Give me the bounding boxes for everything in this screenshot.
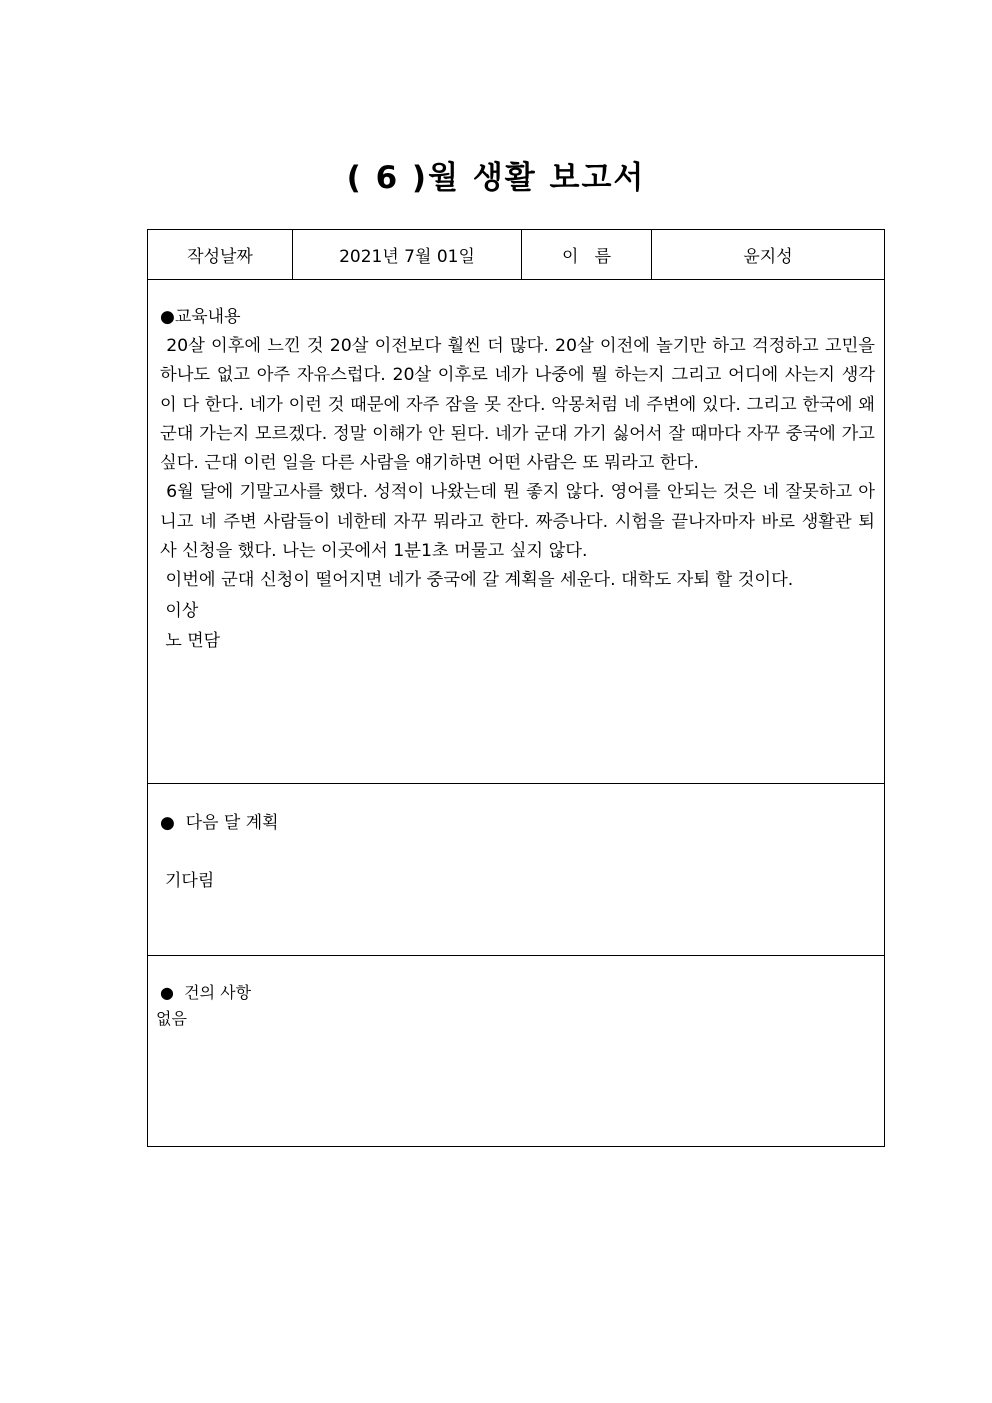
report-table — [147, 229, 885, 1147]
name-label-text: 이 름 — [561, 247, 612, 267]
education-section — [148, 280, 884, 784]
suggestions-body: 없음 — [156, 1009, 187, 1028]
plan-body: 기다림 — [165, 871, 215, 891]
education-closing-2: 노 면담 — [160, 630, 221, 651]
date-label: 작성날짜 — [187, 247, 253, 267]
suggestions-section — [148, 956, 884, 1146]
name-label — [521, 230, 651, 279]
date-value: 2021년 7월 01일 — [292, 230, 521, 279]
education-heading: ●교육내용 — [160, 307, 241, 327]
education-paragraph-1: 20살 이후에 느낀 것 20살 이전보다 훨씬 더 많다. 20살 이전에 놀기만 하고 걱정하고 고민을 하나도 없고 아주 자유스럽다. 20살 이후로 네가 나중에 뭘 하는지 그리고 어디에 사는지 생각이 다 한다. 네가 이런 것 때문에 자주 잠을 못 잔다. 악몽처럼 네 주변에 있다. 그리고 한국에 왜 군대 가는지 모르겠다. 정말 이해가 안 된다. 네가 군대 가기 싫어서 잘 때마다 자꾸 중국에 가고 싶다. 근대 이런 일을 다른 사람을 얘기하면 어떤 사람은 또 뭐라고 한다. — [160, 336, 881, 474]
name-value: 윤지성 — [651, 230, 884, 279]
plan-heading: ● 다음 달 계획 — [160, 813, 279, 833]
education-closing-1: 이상 — [160, 600, 199, 621]
plan-section — [148, 784, 884, 956]
education-paragraph-3: 이번에 군대 신청이 떨어지면 네가 중국에 갈 계획을 세운다. 대학도 자퇴 할 것이다. — [160, 570, 794, 591]
education-paragraph-2: 6월 달에 기말고사를 했다. 성적이 나왔는데 뭔 좋지 않다. 영어를 안되는 것은 네 잘못하고 아니고 네 주변 사람들이 네한테 자꾸 뭐라고 한다. 짜증나다. 시험을 끝나자마자 바로 생활관 퇴사 신청을 했다. 나는 이곳에서 1분1초 머물고 싶지 않다. — [160, 482, 875, 562]
page-title: ( 6 )월 생활 보고서 — [346, 160, 646, 196]
suggestions-heading: ● 건의 사항 — [160, 983, 252, 1002]
header-row — [148, 230, 884, 280]
